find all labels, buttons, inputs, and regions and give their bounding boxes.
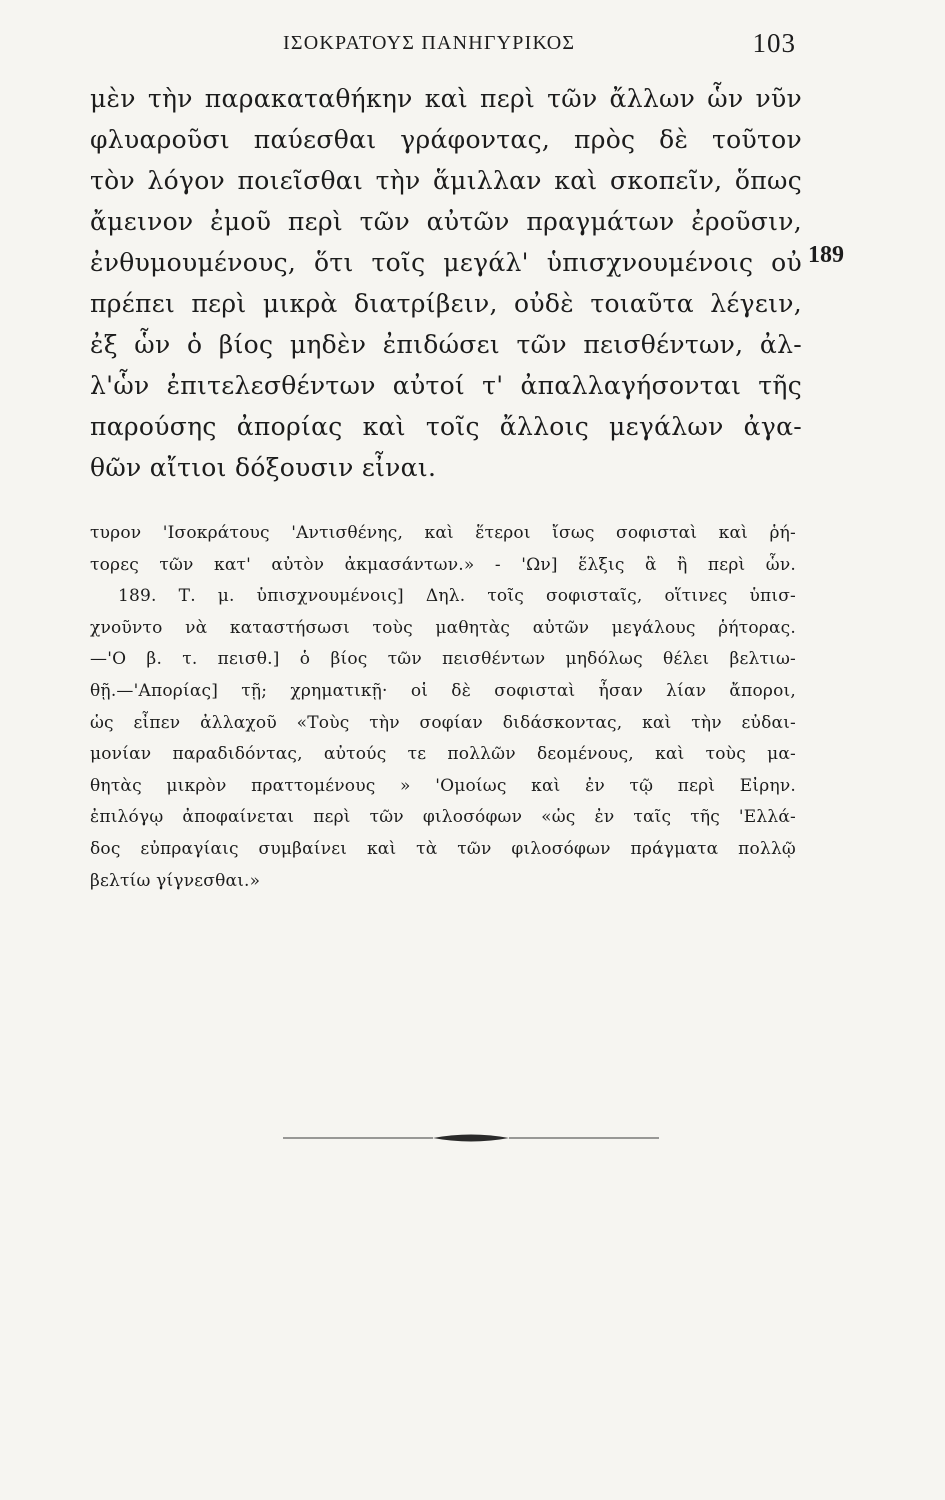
note-line: δος εὐπραγίαις συμβαίνει καὶ τὰ τῶν φιλοσόφων πράγματα πολλῷ [90, 838, 796, 859]
main-text-line: θῶν αἴτιοι δόξουσιν εἶναι. [90, 453, 437, 482]
main-text-line: ἄμεινον ἐμοῦ περὶ τῶν αὐτῶν πραγμάτων ἐροῦσιν, [90, 207, 802, 236]
note-line: θῇ.—'Απορίας] τῇ; χρηματικῇ· οἱ δὲ σοφισταὶ ἦσαν λίαν ἄποροι, [90, 680, 796, 701]
main-text-line: παρούσης ἀπορίας καὶ τοῖς ἄλλοις μεγάλων ἀγα- [90, 412, 802, 441]
page-number: 103 [752, 28, 796, 58]
note-line: θητὰς μικρὸν πραττομένους » 'Ομοίως καὶ ἐν τῷ περὶ Εἰρην. [90, 775, 796, 796]
main-text-line: φλυαροῦσι παύεσθαι γράφοντας, πρὸς δὲ τοῦτον [90, 125, 802, 154]
note-line: χνοῦντο νὰ καταστήσωσι τοὺς μαθητὰς αὐτῶν μεγάλους ῥήτορας. [90, 617, 796, 638]
main-text-line: πρέπει περὶ μικρὰ διατρίβειν, οὐδὲ τοιαῦτα λέγειν, [90, 289, 802, 318]
running-header [88, 28, 796, 60]
footnotes-block [90, 518, 796, 897]
note-line: 189. Τ. μ. ὑπισχνουμένοις] Δηλ. τοῖς σοφισταῖς, οἵτινες ὑπισ- [118, 586, 796, 607]
main-text-block [90, 78, 802, 488]
main-text-line: λ'ὧν ἐπιτελεσθέντων αὐτοί τ' ἀπαλλαγήσονται τῆς [90, 371, 802, 400]
note-line: —'Ο β. τ. πεισθ.] ὁ βίος τῶν πεισθέντων μηδόλως θέλει βελτιω- [90, 649, 796, 670]
note-line: τορες τῶν κατ' αὐτὸν ἀκμασάντων.» - 'Ων] ἕλξις ἃ ἢ περὶ ὧν. [90, 554, 796, 575]
main-text-line: τὸν λόγον ποιεῖσθαι τὴν ἅμιλλαν καὶ σκοπεῖν, ὅπως [90, 166, 802, 195]
main-text-line: ἐνθυμουμένους, ὅτι τοῖς μεγάλ' ὑπισχνουμένοις οὐ [90, 248, 802, 277]
note-line: βελτίω γίγνεσθαι.» [90, 870, 261, 891]
running-title: ΙΣΟΚΡΑΤΟΥΣ ΠΑΝΗΓΥΡΙΚΟΣ [283, 32, 576, 54]
decorative-rule [283, 1131, 659, 1145]
note-line: ἐπιλόγῳ ἀποφαίνεται περὶ τῶν φιλοσόφων «ὡς ἐν ταῖς τῆς 'Ελλά- [90, 807, 796, 828]
main-text-line: μὲν τὴν παρακαταθήκην καὶ περὶ τῶν ἄλλων ὧν νῦν [90, 84, 802, 113]
main-text-line: ἐξ ὧν ὁ βίος μηδὲν ἐπιδώσει τῶν πεισθέντων, ἀλ- [90, 330, 802, 359]
margin-section-number: 189 [808, 242, 844, 268]
note-line: μονίαν παραδιδόντας, αὐτούς τε πολλῶν δεομένους, καὶ τοὺς μα- [90, 744, 796, 765]
note-line: τυρον 'Ισοκράτους 'Αντισθένης, καὶ ἕτεροι ἴσως σοφισταὶ καὶ ῥή- [90, 523, 796, 543]
note-line: ὡς εἶπεν ἀλλαχοῦ «Τοὺς τὴν σοφίαν διδάσκοντας, καὶ τὴν εὐδαι- [90, 712, 796, 733]
